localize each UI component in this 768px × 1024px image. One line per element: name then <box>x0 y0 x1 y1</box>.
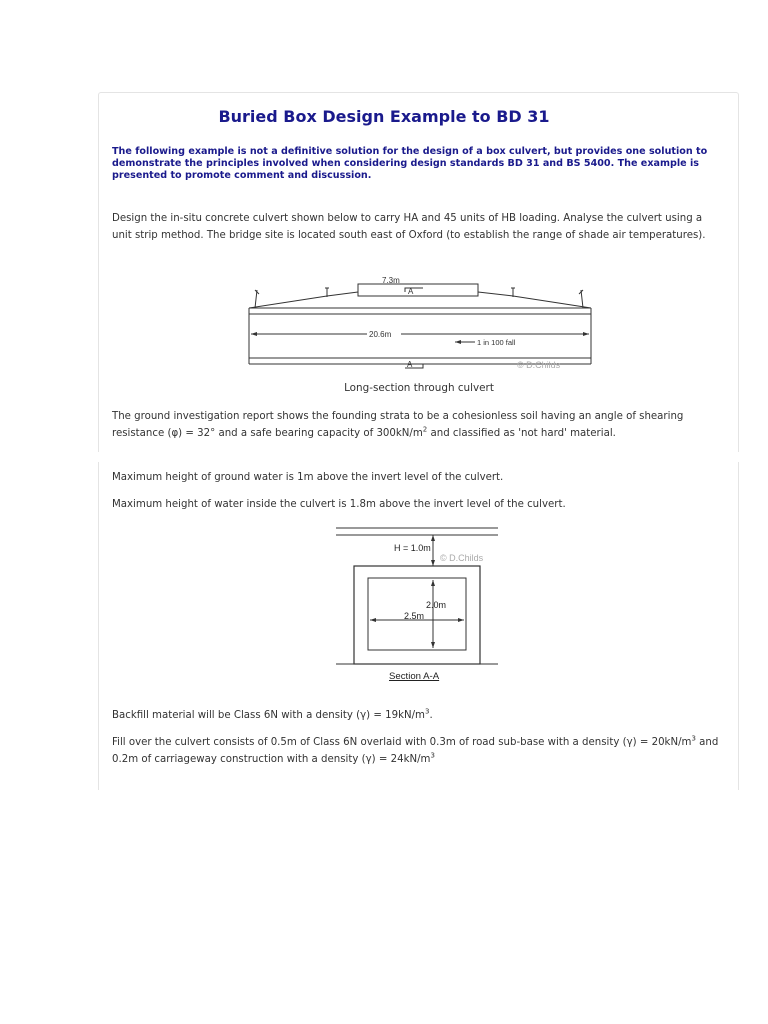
section-aa-diagram <box>334 524 504 672</box>
long-section-fall-label: 1 in 100 fall <box>477 338 516 347</box>
backfill-sup: 3 <box>424 707 430 716</box>
fill-sup-a: 3 <box>691 734 696 743</box>
fill-paragraph <box>112 734 724 768</box>
internal-height-label: 2.0m <box>426 600 447 610</box>
water-inside-paragraph: Maximum height of water inside the culvert is 1.8m above the invert level of the culvert. <box>112 499 566 510</box>
long-section-diagram <box>245 272 595 374</box>
ground-investigation-paragraph <box>112 408 724 442</box>
backfill-text-b: . <box>429 710 433 721</box>
ground-text-a: The ground investigation report shows the founding strata to be a cohesionless soil having an angle of shearing resistance (φ) = 32° and a safe bearing capacity of 300kN/m <box>112 411 684 439</box>
design-paragraph: Design the in-situ concrete culvert shown below to carry HA and 45 units of HB loading. Analyse the culvert using a unit strip method. The bridge site is located south east of Oxford (to establish the range of shade air temperatures). <box>112 213 706 241</box>
fill-sup-b: 3 <box>430 751 435 760</box>
fill-text-a: Fill over the culvert consists of 0.5m of Class 6N overlaid with 0.3m of road sub-base with a density (γ) = 20kN/m <box>112 737 692 748</box>
long-section-length-label: 20.6m <box>369 330 392 339</box>
long-section-marker-bottom: A <box>407 360 413 369</box>
long-section-marker-top: A <box>408 287 414 296</box>
ground-text-b: and classified as 'not hard' material. <box>427 428 616 439</box>
ground-sup: 2 <box>422 425 428 434</box>
intro-disclaimer: The following example is not a definitive solution for the design of a box culvert, but provides one solution to demonstrate the principles involved when considering design standards BD 31 and BS 5400. The example is presented to promote comment and discussion. <box>112 146 708 181</box>
section-aa-copyright: © D.Childs <box>440 553 484 563</box>
long-section-width-label: 7.3m <box>382 276 400 285</box>
internal-width-label: 2.5m <box>404 611 425 621</box>
section-aa-caption: Section A-A <box>389 671 440 682</box>
groundwater-paragraph: Maximum height of ground water is 1m above the invert level of the culvert. <box>112 472 504 483</box>
cover-depth-label: H = 1.0m <box>394 543 431 553</box>
long-section-copyright: © D.Childs <box>517 360 561 370</box>
backfill-text-a: Backfill material will be Class 6N with a density (γ) = 19kN/m <box>112 710 425 721</box>
page-title: Buried Box Design Example to BD 31 <box>218 107 550 126</box>
backfill-paragraph <box>112 707 724 724</box>
fill-text-b: and 0.2m of carriageway construction with a density (γ) = 24kN/m <box>112 737 719 765</box>
long-section-caption: Long-section through culvert <box>344 382 494 394</box>
